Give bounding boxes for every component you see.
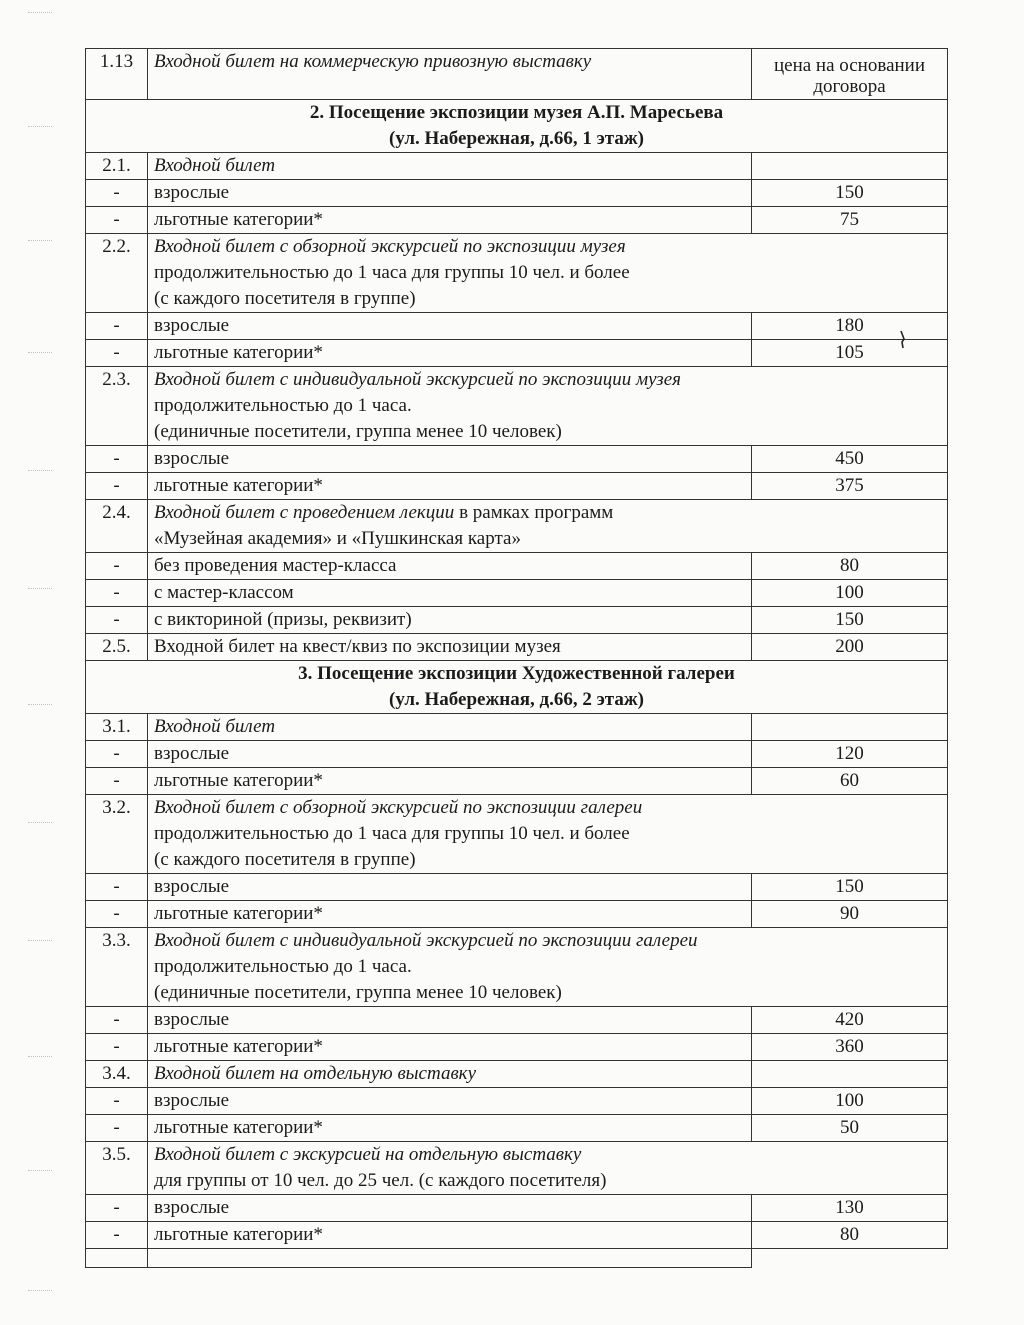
scan-mark xyxy=(28,352,52,356)
item-price: 90 xyxy=(752,901,948,928)
item-description: взрослые xyxy=(148,446,752,473)
description-line: (с каждого посетителя в группе) xyxy=(154,288,416,309)
description-line: для группы от 10 чел. до 25 чел. (с каждого посетителя) xyxy=(154,1170,607,1191)
table-row xyxy=(86,500,948,553)
item-price: 375 xyxy=(752,473,948,500)
item-description: льготные категории* xyxy=(148,340,752,367)
table-row xyxy=(86,901,948,928)
section-title: 2. Посещение экспозиции музея А.П. Маресьева xyxy=(309,102,724,123)
section-title: 3. Посещение экспозиции Художественной галереи xyxy=(298,663,735,684)
item-number: - xyxy=(86,580,148,607)
item-number: 1.13 xyxy=(86,49,148,100)
item-description: взрослые xyxy=(148,180,752,207)
table-row xyxy=(86,1007,948,1034)
scan-mark xyxy=(28,240,52,244)
item-description: взрослые xyxy=(148,1195,752,1222)
table-row xyxy=(86,1142,948,1195)
item-price: 50 xyxy=(752,1115,948,1142)
item-price xyxy=(752,1061,948,1088)
item-price: 75 xyxy=(752,207,948,234)
table-row xyxy=(86,874,948,901)
description-line xyxy=(154,500,941,526)
table-row xyxy=(86,49,948,100)
table-row xyxy=(86,714,948,741)
item-description xyxy=(148,1142,948,1195)
price-line: договора xyxy=(813,76,886,97)
scan-mark xyxy=(28,12,52,16)
item-description: Входной билет на квест/квиз по экспозиции музея xyxy=(148,634,752,661)
item-price xyxy=(752,1249,948,1268)
item-price: 180 xyxy=(752,313,948,340)
item-price xyxy=(752,153,948,180)
table-row xyxy=(86,768,948,795)
item-price: 80 xyxy=(752,1222,948,1249)
pen-tick-mark xyxy=(899,330,907,350)
item-number: 3.3. xyxy=(86,928,148,1007)
item-number: 3.1. xyxy=(86,714,148,741)
item-description: льготные категории* xyxy=(148,1034,752,1061)
item-description: Входной билет xyxy=(148,153,752,180)
item-number: - xyxy=(86,607,148,634)
item-description xyxy=(148,795,948,874)
item-description: льготные категории* xyxy=(148,1115,752,1142)
scan-mark xyxy=(28,704,52,708)
description-line: Входной билет с обзорной экскурсией по экспозиции музея xyxy=(154,236,626,257)
description-line: продолжительностью до 1 часа для группы 10 чел. и более xyxy=(154,823,630,844)
item-number: 2.5. xyxy=(86,634,148,661)
item-price: 150 xyxy=(752,180,948,207)
scan-mark xyxy=(28,588,52,592)
description-line: (единичные посетители, группа менее 10 человек) xyxy=(154,982,562,1003)
item-number: - xyxy=(86,553,148,580)
item-price: 150 xyxy=(752,607,948,634)
section-heading xyxy=(86,100,948,153)
scan-mark xyxy=(28,470,52,474)
table-row xyxy=(86,795,948,874)
table-row xyxy=(86,207,948,234)
item-description: с мастер-классом xyxy=(148,580,752,607)
item-description xyxy=(148,234,948,313)
item-number: - xyxy=(86,1088,148,1115)
section-address: (ул. Набережная, д.66, 1 этаж) xyxy=(389,128,644,149)
item-description: без проведения мастер-класса xyxy=(148,553,752,580)
item-number: - xyxy=(86,768,148,795)
item-description: Входной билет на коммерческую привозную выставку xyxy=(148,49,752,100)
description-line: Входной билет с экскурсией на отдельную выставку xyxy=(154,1144,582,1165)
description-line: Входной билет с индивидуальной экскурсией по экспозиции галереи xyxy=(154,930,698,951)
item-price: 120 xyxy=(752,741,948,768)
table-row xyxy=(86,580,948,607)
item-number: 2.2. xyxy=(86,234,148,313)
table-row xyxy=(86,1115,948,1142)
item-description: взрослые xyxy=(148,1007,752,1034)
item-number: - xyxy=(86,874,148,901)
section-heading xyxy=(86,661,948,714)
item-price: 420 xyxy=(752,1007,948,1034)
description-line: «Музейная академия» и «Пушкинская карта» xyxy=(154,528,521,549)
item-number: - xyxy=(86,207,148,234)
table-row xyxy=(86,1034,948,1061)
item-description xyxy=(148,367,948,446)
item-number: - xyxy=(86,1222,148,1249)
item-number: - xyxy=(86,1115,148,1142)
scan-mark xyxy=(28,1170,52,1174)
scan-mark xyxy=(28,126,52,130)
item-number: - xyxy=(86,180,148,207)
table-row xyxy=(86,340,948,367)
table-row xyxy=(86,313,948,340)
item-price: 100 xyxy=(752,1088,948,1115)
description-line: продолжительностью до 1 часа. xyxy=(154,395,412,416)
item-number: - xyxy=(86,473,148,500)
scan-margin-marks xyxy=(28,0,68,1325)
item-price: 360 xyxy=(752,1034,948,1061)
item-price: 80 xyxy=(752,553,948,580)
table-row xyxy=(86,1195,948,1222)
description-line: (с каждого посетителя в группе) xyxy=(154,849,416,870)
item-description: льготные категории* xyxy=(148,473,752,500)
item-price xyxy=(752,714,948,741)
item-number: 2.4. xyxy=(86,500,148,553)
table-row xyxy=(86,634,948,661)
table-row xyxy=(86,367,948,446)
description-italic: Входной билет с проведением лекции xyxy=(154,502,455,523)
item-description: Входной билет xyxy=(148,714,752,741)
item-description: взрослые xyxy=(148,741,752,768)
item-number: - xyxy=(86,1195,148,1222)
description-line: (единичные посетители, группа менее 10 человек) xyxy=(154,421,562,442)
item-price: 100 xyxy=(752,580,948,607)
item-description: льготные категории* xyxy=(148,1222,752,1249)
description-line: продолжительностью до 1 часа для группы 10 чел. и более xyxy=(154,262,630,283)
table-row xyxy=(86,446,948,473)
item-number: - xyxy=(86,1034,148,1061)
item-price: 60 xyxy=(752,768,948,795)
item-number: - xyxy=(86,313,148,340)
section-header-row xyxy=(86,100,948,153)
item-description: льготные категории* xyxy=(148,901,752,928)
scan-mark xyxy=(28,940,52,944)
price-line: цена на основании xyxy=(773,55,926,76)
table-row xyxy=(86,180,948,207)
scan-mark xyxy=(28,1056,52,1060)
table-row xyxy=(86,553,948,580)
item-price: 150 xyxy=(752,874,948,901)
item-description: с викториной (призы, реквизит) xyxy=(148,607,752,634)
table-row xyxy=(86,153,948,180)
item-description xyxy=(148,1249,752,1268)
item-description: льготные категории* xyxy=(148,207,752,234)
item-price: 200 xyxy=(752,634,948,661)
price-table xyxy=(85,48,948,1268)
description-text: в рамках программ xyxy=(454,502,614,523)
item-number: - xyxy=(86,741,148,768)
table-row xyxy=(86,928,948,1007)
section-header-row xyxy=(86,661,948,714)
item-price: 105 xyxy=(752,340,948,367)
table-row xyxy=(86,1061,948,1088)
item-number: 3.5. xyxy=(86,1142,148,1195)
item-number: - xyxy=(86,340,148,367)
description-line: Входной билет с индивидуальной экскурсией по экспозиции музея xyxy=(154,369,681,390)
item-description: Входной билет на отдельную выставку xyxy=(148,1061,752,1088)
item-number: - xyxy=(86,1007,148,1034)
item-number: 2.1. xyxy=(86,153,148,180)
item-price: 450 xyxy=(752,446,948,473)
table-row xyxy=(86,1222,948,1249)
item-price xyxy=(752,49,948,100)
description-line: продолжительностью до 1 часа. xyxy=(154,956,412,977)
item-description xyxy=(148,500,948,553)
item-number: 2.3. xyxy=(86,367,148,446)
item-number xyxy=(86,1249,148,1268)
item-description: взрослые xyxy=(148,874,752,901)
item-description xyxy=(148,928,948,1007)
table-row xyxy=(86,741,948,768)
description-line: Входной билет с обзорной экскурсией по экспозиции галереи xyxy=(154,797,643,818)
section-address: (ул. Набережная, д.66, 2 этаж) xyxy=(389,689,644,710)
table-row xyxy=(86,1088,948,1115)
table-row xyxy=(86,607,948,634)
table-row xyxy=(86,473,948,500)
item-number: - xyxy=(86,901,148,928)
item-number: 3.2. xyxy=(86,795,148,874)
item-price: 130 xyxy=(752,1195,948,1222)
item-description: взрослые xyxy=(148,1088,752,1115)
table-row xyxy=(86,234,948,313)
scan-mark xyxy=(28,1290,52,1294)
item-number: 3.4. xyxy=(86,1061,148,1088)
table-row-blank xyxy=(86,1249,948,1268)
item-number: - xyxy=(86,446,148,473)
item-description: взрослые xyxy=(148,313,752,340)
scan-mark xyxy=(28,822,52,826)
item-description: льготные категории* xyxy=(148,768,752,795)
